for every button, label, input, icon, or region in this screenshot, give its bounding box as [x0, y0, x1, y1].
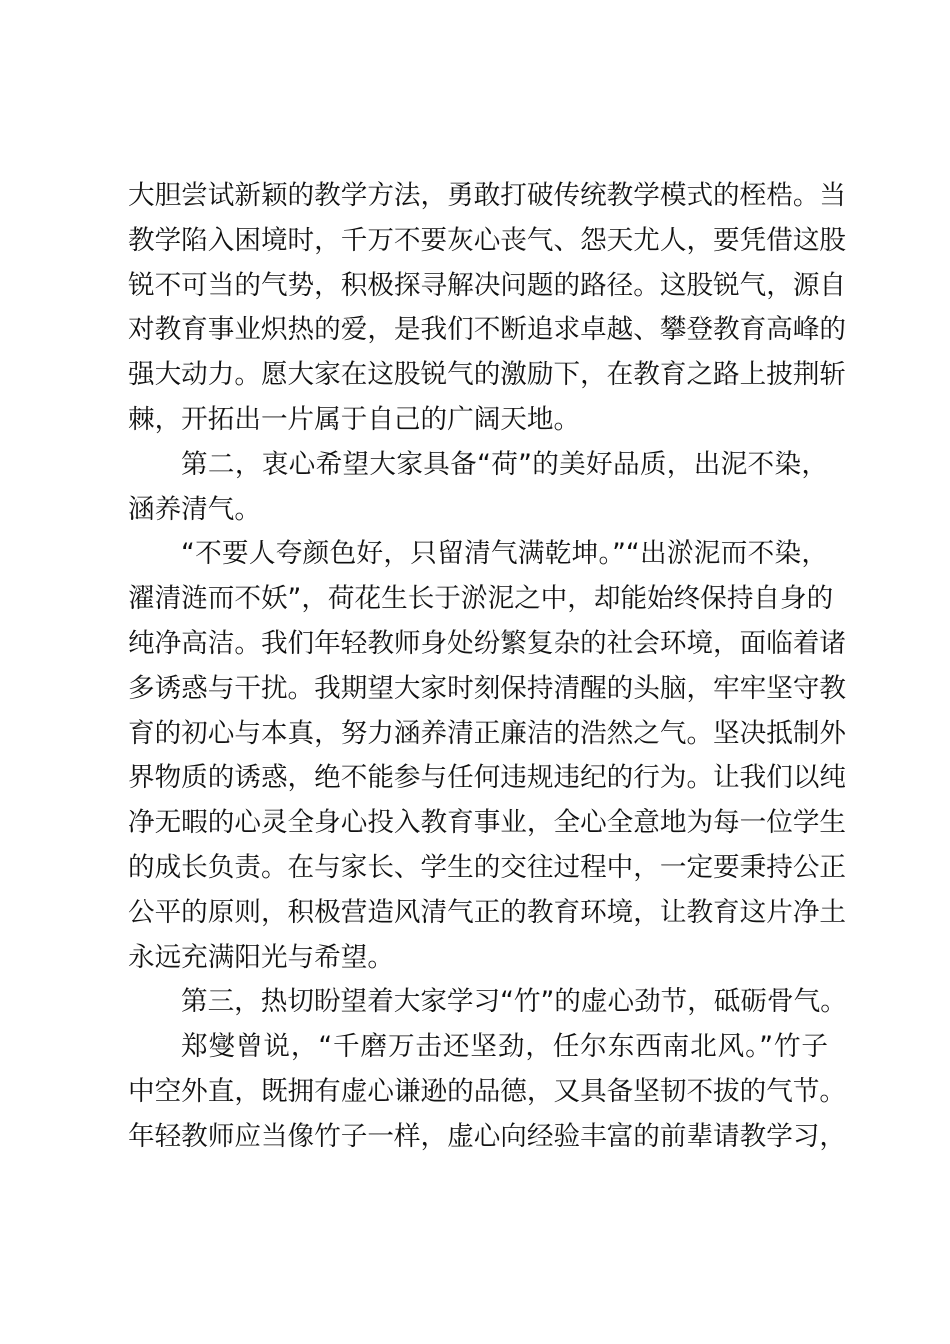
text-line: 第三，热切盼望着大家学习“竹”的虚心劲节，砥砺骨气。	[181, 986, 847, 1018]
text-line: 强大动力。愿大家在这股锐气的激励下，在教育之路上披荆斩	[128, 359, 847, 391]
text-line: 界物质的诱惑，绝不能参与任何违规违纪的行为。让我们以纯	[128, 762, 847, 794]
text-line: 涵养清气。	[128, 493, 261, 525]
text-line: 多诱惑与干扰。我期望大家时刻保持清醒的头脑，牢牢坚守教	[128, 672, 847, 704]
text-line: 中空外直，既拥有虚心谦逊的品德，又具备坚韧不拔的气节。	[128, 1075, 847, 1107]
text-line: 濯清涟而不妖”，荷花生长于淤泥之中，却能始终保持自身的	[128, 583, 834, 615]
text-line: 第二，衷心希望大家具备“荷”的美好品质，出泥不染，	[181, 448, 828, 480]
text-line: 棘，开拓出一片属于自己的广阔天地。	[128, 403, 581, 435]
text-line: 永远充满阳光与希望。	[128, 941, 394, 973]
text-line: 育的初心与本真，努力涵养清正廉洁的浩然之气。坚决抵制外	[128, 717, 847, 749]
text-line: “不要人夸颜色好，只留清气满乾坤。”“出淤泥而不染，	[181, 538, 828, 570]
text-line: 大胆尝试新颖的教学方法，勇敢打破传统教学模式的桎梏。当	[128, 180, 847, 211]
text-line: 锐不可当的气势，积极探寻解决问题的路径。这股锐气，源自	[128, 269, 847, 301]
text-line: 教学陷入困境时，千万不要灰心丧气、怨天尤人，要凭借这股	[128, 224, 847, 256]
text-line: 净无暇的心灵全身心投入教育事业，全心全意地为每一位学生	[128, 807, 847, 839]
text-line: 对教育事业炽热的爱，是我们不断追求卓越、攀登教育高峰的	[128, 314, 847, 346]
body-text	[128, 174, 847, 1160]
text-line: 的成长负责。在与家长、学生的交往过程中，一定要秉持公正	[128, 851, 847, 883]
text-line: 郑燮曾说，“千磨万击还坚劲，任尔东西南北风。”竹子	[181, 1031, 828, 1063]
text-line: 年轻教师应当像竹子一样，虚心向经验丰富的前辈请教学习，	[128, 1120, 847, 1152]
text-line: 公平的原则，积极营造风清气正的教育环境，让教育这片净土	[128, 896, 847, 928]
text-line: 纯净高洁。我们年轻教师身处纷繁复杂的社会环境，面临着诸	[128, 627, 847, 659]
